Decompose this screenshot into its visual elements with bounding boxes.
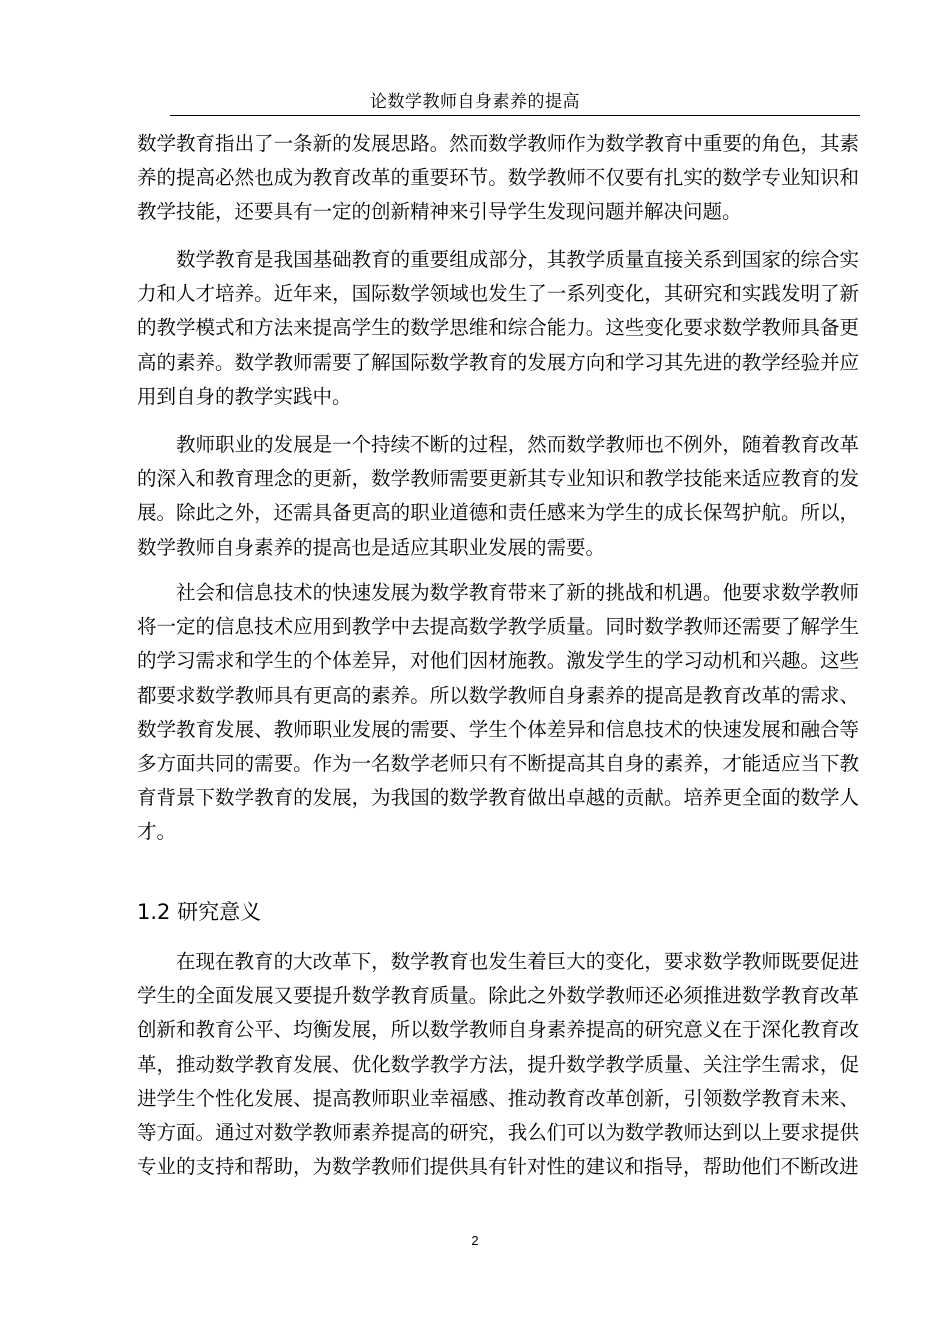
paragraph-research-significance: 在现在教育的大改革下，数学教育也发生着巨大的变化，要求数学教师既要促进学生的全面发展又要提升数学教育质量。除此之外数学教师还必须推进数学教育改革创新和教育公平、均衡发展，所以数学教师自身素养提高的研究意义在于深化教育改革，推动数学教育发展、优化数学教学方法，提升数学教学质量、关注学生需求，促进学生个性化发展、提高教师职业幸福感、推动教育改革创新，引领数学教育未来、等方面。通过对数学教师素养提高的研究，我么们可以为数学教师达到以上要求提供专业的支持和帮助，为数学教师们提供具有针对性的建议和指导，帮助他们不断改进 bbox=[137, 950, 859, 1179]
page-header-title: 论数学教师自身素养的提高 bbox=[370, 92, 580, 112]
section-heading: 1.2 研究意义 bbox=[137, 900, 262, 924]
header-rule bbox=[170, 115, 860, 116]
paragraph-basic-education: 数学教育是我国基础教育的重要组成部分，其教学质量直接关系到国家的综合实力和人才培养。近年来，国际数学领域也发生了一系列变化，其研究和实践发明了新的教学模式和方法来提高学生的数学思维和综合能力。这些变化要求数学教师具备更高的素养。数学教师需要了解国际数学教育的发展方向和学习其先进的教学经验并应用到自身的教学实践中。 bbox=[137, 248, 859, 408]
page-number: 2 bbox=[471, 1233, 479, 1248]
paragraph-career-development: 教师职业的发展是一个持续不断的过程，然而数学教师也不例外，随着教育改革的深入和教育理念的更新，数学教师需要更新其专业知识和教学技能来适应教育的发展。除此之外，还需具备更高的职业道德和责任感来为学生的成长保驾护航。所以，数学教师自身素养的提高也是适应其职业发展的需要。 bbox=[137, 433, 859, 559]
paragraph-information-technology: 社会和信息技术的快速发展为数学教育带来了新的挑战和机遇。他要求数学教师将一定的信息技术应用到教学中去提高数学教学质量。同时数学教师还需要了解学生的学习需求和学生的个体差异，对他们因材施教。激发学生的学习动机和兴趣。这些都要求数学教师具有更高的素养。所以数学教师自身素养的提高是教育改革的需求、数学教育发展、教师职业发展的需要、学生个体差异和信息技术的快速发展和融合等多方面共同的需要。作为一名数学老师只有不断提高其自身的素养，才能适应当下教育背景下数学教育的发展，为我国的数学教育做出卓越的贡献。培养更全面的数学人才。 bbox=[137, 581, 859, 844]
paragraph-continuation: 数学教育指出了一条新的发展思路。然而数学教师作为数学教育中重要的角色，其素养的提高必然也成为教育改革的重要环节。数学教师不仅要有扎实的数学专业知识和教学技能，还要具有一定的创新精神来引导学生发现问题并解决问题。 bbox=[137, 132, 859, 224]
